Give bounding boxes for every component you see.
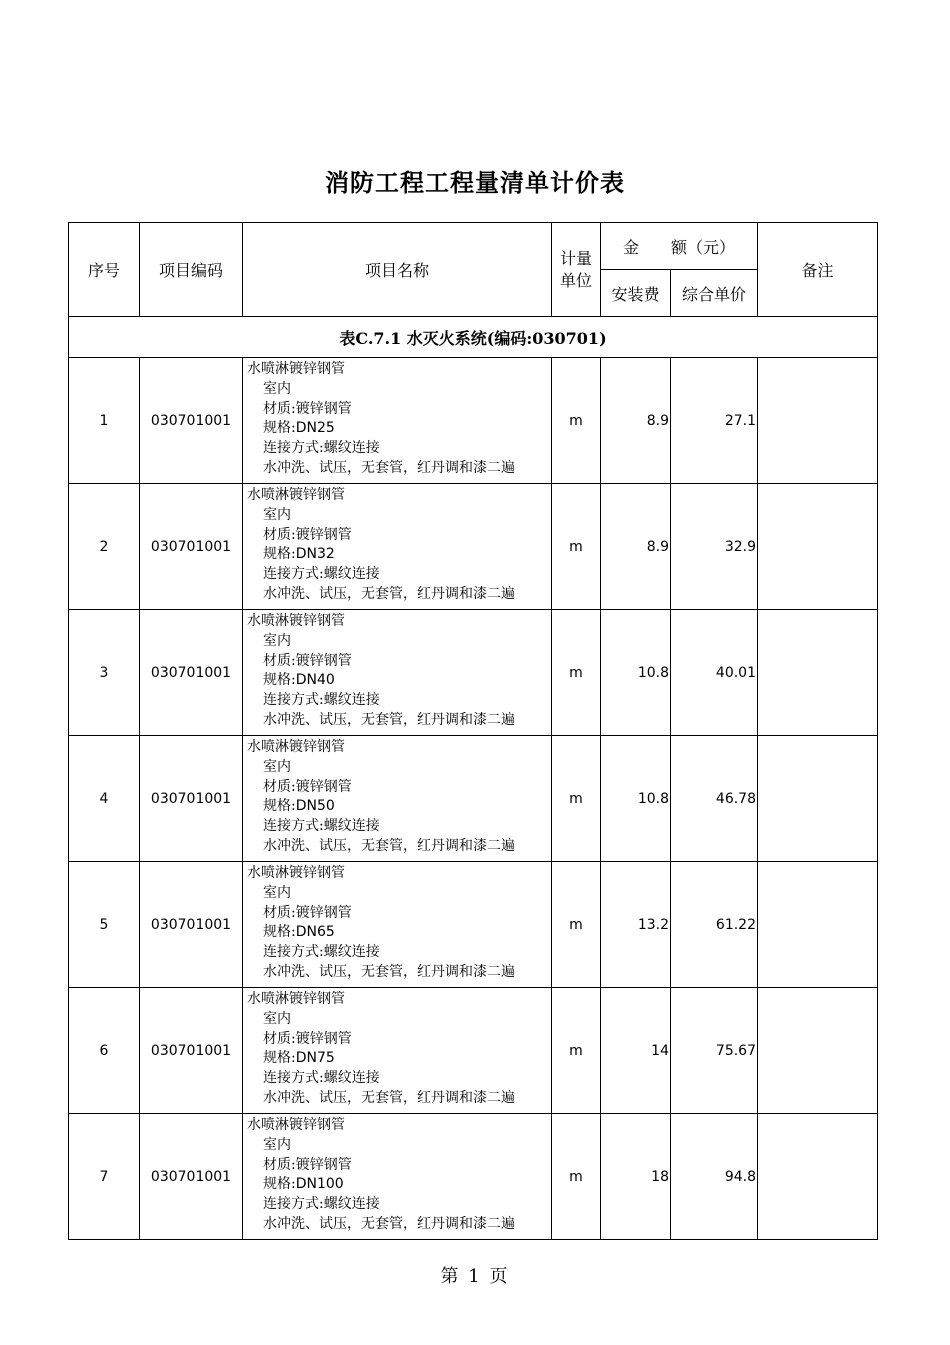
item-work: 水冲洗、试压，无套管，红丹调和漆二遍	[263, 711, 515, 728]
cell-unit: m	[552, 736, 601, 862]
item-material: 材质:镀锌钢管	[263, 904, 352, 921]
cell-seq: 5	[69, 862, 140, 988]
item-spec	[247, 923, 548, 943]
cell-install-fee: 13.2	[601, 862, 671, 988]
item-spec-value: DN75	[295, 1050, 335, 1067]
header-seq: 序号	[69, 223, 140, 317]
item-name: 水喷淋镀锌钢管	[247, 487, 345, 503]
cell-unit-price: 27.1	[671, 358, 758, 484]
item-name: 水喷淋镀锌钢管	[247, 865, 345, 881]
cell-remark	[758, 610, 878, 736]
cell-code: 030701001	[140, 484, 243, 610]
cell-code: 030701001	[140, 736, 243, 862]
cell-unit-price: 94.8	[671, 1114, 758, 1240]
table-row	[69, 610, 878, 736]
item-spec-prefix: 规格:	[263, 546, 296, 563]
cell-remark	[758, 484, 878, 610]
item-location: 室内	[263, 506, 291, 523]
cell-name	[243, 1114, 552, 1240]
header-install-fee: 安装费	[601, 270, 671, 317]
cell-name	[243, 484, 552, 610]
cell-unit-price: 32.9	[671, 484, 758, 610]
header-unit: 计量单位	[552, 223, 601, 317]
page-number: 第 1 页	[440, 1266, 510, 1287]
cell-remark	[758, 358, 878, 484]
cell-remark	[758, 736, 878, 862]
item-spec-prefix: 规格:	[263, 672, 296, 689]
cell-install-fee: 14	[601, 988, 671, 1114]
item-spec-value: DN25	[295, 420, 335, 437]
table-row	[69, 1114, 878, 1240]
item-spec	[247, 797, 548, 817]
cell-unit: m	[552, 1114, 601, 1240]
item-spec	[247, 1049, 548, 1069]
item-connection: 连接方式:螺纹连接	[263, 944, 380, 961]
item-location: 室内	[263, 1010, 291, 1027]
item-name: 水喷淋镀锌钢管	[247, 991, 345, 1007]
cell-install-fee: 8.9	[601, 358, 671, 484]
item-connection: 连接方式:螺纹连接	[263, 1196, 380, 1213]
cell-name	[243, 988, 552, 1114]
item-work: 水冲洗、试压，无套管，红丹调和漆二遍	[263, 585, 515, 602]
cell-seq: 1	[69, 358, 140, 484]
item-work: 水冲洗、试压，无套管，红丹调和漆二遍	[263, 1215, 515, 1232]
item-work: 水冲洗、试压，无套管，红丹调和漆二遍	[263, 1089, 515, 1106]
table-row	[69, 358, 878, 484]
item-spec-value: DN100	[295, 1176, 344, 1193]
cell-remark	[758, 988, 878, 1114]
item-spec-prefix: 规格:	[263, 798, 296, 815]
cell-name	[243, 358, 552, 484]
table-row	[69, 988, 878, 1114]
cell-unit: m	[552, 610, 601, 736]
item-material: 材质:镀锌钢管	[263, 778, 352, 795]
cell-unit: m	[552, 988, 601, 1114]
cell-code: 030701001	[140, 862, 243, 988]
header-unit-price: 综合单价	[671, 270, 758, 317]
item-connection: 连接方式:螺纹连接	[263, 440, 380, 457]
header-name: 项目名称	[243, 223, 552, 317]
cell-name	[243, 736, 552, 862]
item-location: 室内	[263, 380, 291, 397]
cell-unit-price: 46.78	[671, 736, 758, 862]
item-spec-value: DN50	[295, 798, 335, 815]
cell-seq: 2	[69, 484, 140, 610]
cell-remark	[758, 1114, 878, 1240]
cell-install-fee: 18	[601, 1114, 671, 1240]
item-connection: 连接方式:螺纹连接	[263, 692, 380, 709]
cell-code: 030701001	[140, 988, 243, 1114]
cell-unit: m	[552, 862, 601, 988]
item-spec-value: DN32	[295, 546, 335, 563]
cell-unit: m	[552, 358, 601, 484]
cell-name	[243, 610, 552, 736]
table-row	[69, 736, 878, 862]
item-spec-prefix: 规格:	[263, 420, 296, 437]
cell-install-fee: 10.8	[601, 736, 671, 862]
item-work: 水冲洗、试压，无套管，红丹调和漆二遍	[263, 837, 515, 854]
item-material: 材质:镀锌钢管	[263, 400, 352, 417]
item-name: 水喷淋镀锌钢管	[247, 739, 345, 755]
cell-install-fee: 8.9	[601, 484, 671, 610]
pricing-table	[68, 222, 878, 1240]
cell-name	[243, 862, 552, 988]
item-name: 水喷淋镀锌钢管	[247, 1117, 345, 1133]
page-title: 消防工程工程量清单计价表	[325, 168, 625, 197]
item-material: 材质:镀锌钢管	[263, 526, 352, 543]
cell-unit: m	[552, 484, 601, 610]
item-material: 材质:镀锌钢管	[263, 1030, 352, 1047]
cell-unit-price: 75.67	[671, 988, 758, 1114]
cell-unit-price: 40.01	[671, 610, 758, 736]
item-connection: 连接方式:螺纹连接	[263, 566, 380, 583]
section-title: 表C.7.1 水灭火系统(编码:030701)	[69, 317, 878, 358]
item-name: 水喷淋镀锌钢管	[247, 613, 345, 629]
item-spec	[247, 545, 548, 565]
cell-unit-price: 61.22	[671, 862, 758, 988]
header-code: 项目编码	[140, 223, 243, 317]
table-row	[69, 484, 878, 610]
item-name: 水喷淋镀锌钢管	[247, 361, 345, 377]
cell-code: 030701001	[140, 610, 243, 736]
item-spec	[247, 671, 548, 691]
item-spec	[247, 1175, 548, 1195]
item-spec-prefix: 规格:	[263, 1050, 296, 1067]
item-work: 水冲洗、试压，无套管，红丹调和漆二遍	[263, 459, 515, 476]
item-spec-value: DN65	[295, 924, 335, 941]
item-spec-prefix: 规格:	[263, 924, 296, 941]
item-spec-prefix: 规格:	[263, 1176, 296, 1193]
item-location: 室内	[263, 884, 291, 901]
cell-seq: 3	[69, 610, 140, 736]
item-location: 室内	[263, 758, 291, 775]
table-row	[69, 862, 878, 988]
cell-install-fee: 10.8	[601, 610, 671, 736]
item-work: 水冲洗、试压，无套管，红丹调和漆二遍	[263, 963, 515, 980]
item-connection: 连接方式:螺纹连接	[263, 818, 380, 835]
cell-code: 030701001	[140, 1114, 243, 1240]
item-spec	[247, 419, 548, 439]
item-location: 室内	[263, 1136, 291, 1153]
cell-remark	[758, 862, 878, 988]
cell-seq: 4	[69, 736, 140, 862]
item-location: 室内	[263, 632, 291, 649]
item-spec-value: DN40	[295, 672, 335, 689]
item-material: 材质:镀锌钢管	[263, 1156, 352, 1173]
item-material: 材质:镀锌钢管	[263, 652, 352, 669]
cell-seq: 7	[69, 1114, 140, 1240]
header-amount: 金 额（元）	[601, 223, 758, 270]
cell-code: 030701001	[140, 358, 243, 484]
header-remark: 备注	[758, 223, 878, 317]
cell-seq: 6	[69, 988, 140, 1114]
item-connection: 连接方式:螺纹连接	[263, 1070, 380, 1087]
